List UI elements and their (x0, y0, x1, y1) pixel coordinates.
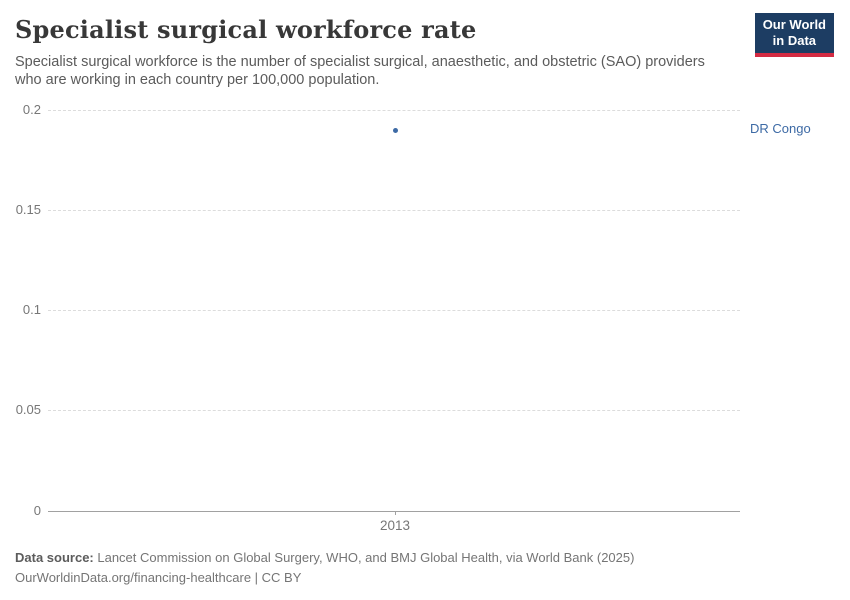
chart-footer (15, 548, 634, 588)
x-tick-label: 2013 (379, 517, 411, 533)
entity-label-dr-congo[interactable]: DR Congo (750, 121, 811, 137)
owid-logo-line1: Our World (762, 17, 826, 32)
y-tick-label: 0.15 (15, 202, 41, 218)
y-tick-label: 0.2 (22, 102, 41, 117)
data-point-dr-congo[interactable] (393, 128, 398, 133)
gridline-y-0.15 (48, 210, 740, 211)
data-source-line (15, 548, 634, 568)
data-source-label: Data source: (15, 550, 94, 565)
y-tick-label: 0.1 (22, 302, 41, 318)
chart-title: Specialist surgical workforce rate (15, 15, 477, 44)
owid-logo-line2: in Data (772, 33, 817, 48)
x-tick-mark (395, 511, 396, 515)
x-axis-line (48, 511, 740, 512)
gridline-y-0.1 (48, 310, 740, 311)
gridline-y-0.2 (48, 110, 740, 111)
y-tick-label: 0 (33, 502, 41, 518)
chart-subtitle: Specialist surgical workforce is the number of specialist surgical, anaesthetic, and obstetric (SAO) providers who are working in each country per 100,000 population. (15, 54, 705, 89)
y-tick-label: 0.05 (15, 402, 41, 418)
gridline-y-0.05 (48, 410, 740, 411)
data-source-text: Lancet Commission on Global Surgery, WHO, and BMJ Global Health, via World Bank (2025) (93, 550, 635, 565)
license-line: OurWorldinData.org/financing-healthcare | CC BY (15, 570, 302, 585)
